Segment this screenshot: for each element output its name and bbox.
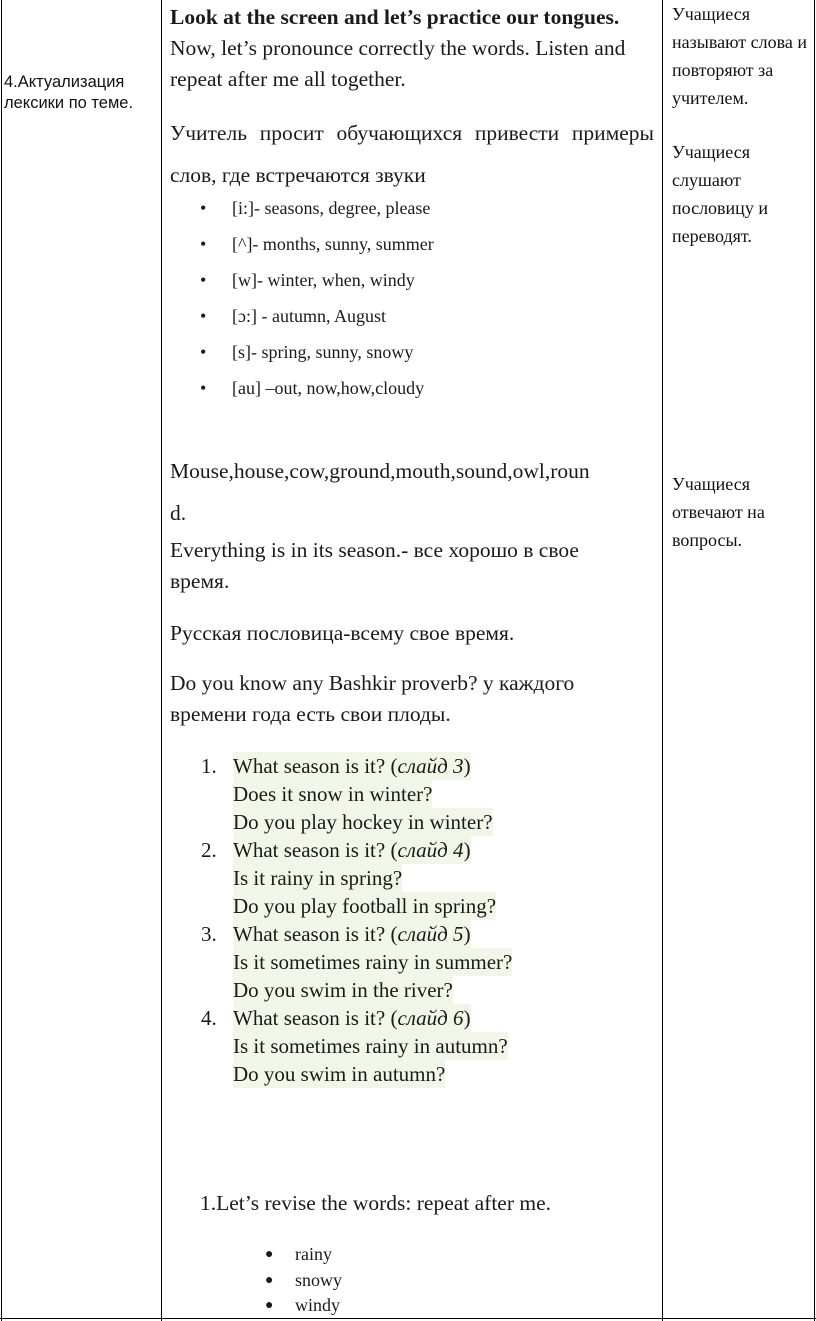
question-line: Is it sometimes rainy in autumn? (233, 1034, 508, 1058)
word-text: snowy (295, 1269, 343, 1290)
question-line: Is it rainy in spring? (233, 866, 403, 890)
bullet: • (200, 306, 207, 326)
word-text: windy (295, 1295, 340, 1315)
table-border-bottom (0, 1318, 816, 1319)
bullet: • (200, 378, 207, 398)
students-note-1: Учащиеся называют слова и повторяют за учителем. (672, 4, 808, 108)
slide-ref: слайд 5 (397, 922, 464, 946)
table-divider-2 (662, 0, 663, 1321)
sound-text: [ɔ:] - autumn, August (232, 306, 386, 326)
question-line: Do you play hockey in winter? (233, 810, 493, 834)
sound-text: [^]- months, sunny, summer (232, 234, 434, 254)
word-text: rainy (295, 1244, 332, 1264)
bullet: ● (265, 1298, 274, 1313)
sound-text: [au] –out, now,how,cloudy (232, 378, 425, 398)
stage-title: Актуализация лексики по теме. (4, 73, 134, 112)
question-line: What season is it? (слайд 5) (233, 922, 471, 946)
table-border-left (1, 0, 2, 1321)
question-line: What season is it? (слайд 4) (233, 838, 471, 862)
proverb-russian: Русская пословица-всему свое время. (170, 621, 515, 645)
question-line: Do you swim in the river? (233, 978, 453, 1002)
ou-words-line1: Mouse,house,cow,ground,mouth,sound,owl,roun (170, 459, 590, 483)
intro-rest: Now, let’s pronounce correctly the words. Listen and repeat after me all together. (170, 36, 626, 91)
question-number: 1. (201, 754, 217, 778)
slide-ref: слайд 4 (397, 838, 464, 862)
question-number: 3. (201, 922, 217, 946)
proverb-english: Everything is in its season.- все хорошо в свое время. (170, 538, 579, 593)
stage-number: 4. (4, 73, 18, 91)
teacher-instruction: Учитель просит обучающихся привести примеры слов, где встречаются звуки (170, 121, 654, 187)
bullet: • (200, 342, 207, 362)
revise-instruction: 1.Let’s revise the words: repeat after me. (200, 1191, 552, 1215)
students-note-3: Учащиеся отвечают на вопросы. (672, 474, 765, 550)
sound-text: [i:]- seasons, degree, please (232, 198, 431, 218)
question-line: Do you swim in autumn? (233, 1062, 446, 1086)
slide-ref: слайд 6 (397, 1006, 464, 1030)
table-border-right (814, 0, 815, 1321)
ou-words (170, 450, 660, 534)
question-number: 2. (201, 838, 217, 862)
bullet: • (200, 198, 207, 218)
question-line: What season is it? (слайд 3) (233, 754, 471, 778)
question-number: 4. (201, 1006, 217, 1030)
ou-words-line2: d. (170, 501, 187, 525)
intro-paragraph (170, 2, 656, 95)
question-line: Is it sometimes rainy in summer? (233, 950, 513, 974)
table-divider-1 (161, 0, 162, 1321)
question-line: Do you play football in spring? (233, 894, 497, 918)
stage-cell (4, 72, 160, 114)
bullet: • (200, 234, 207, 254)
sound-text: [s]- spring, sunny, snowy (232, 342, 414, 362)
slide-ref: слайд 3 (397, 754, 464, 778)
bullet: • (200, 270, 207, 290)
question-line: Does it snow in winter? (233, 782, 433, 806)
students-note-2: Учащиеся слушают пословицу и переводят. (672, 142, 768, 246)
bullet: ● (265, 1247, 274, 1262)
bullet: ● (265, 1272, 274, 1288)
intro-bold: Look at the screen and let’s practice our tongues. (170, 5, 620, 29)
sound-text: [w]- winter, when, windy (232, 270, 415, 290)
bashkir-proverb: Do you know any Bashkir proverb? у каждого времени года есть свои плоды. (170, 671, 575, 726)
question-line: What season is it? (слайд 6) (233, 1006, 471, 1030)
